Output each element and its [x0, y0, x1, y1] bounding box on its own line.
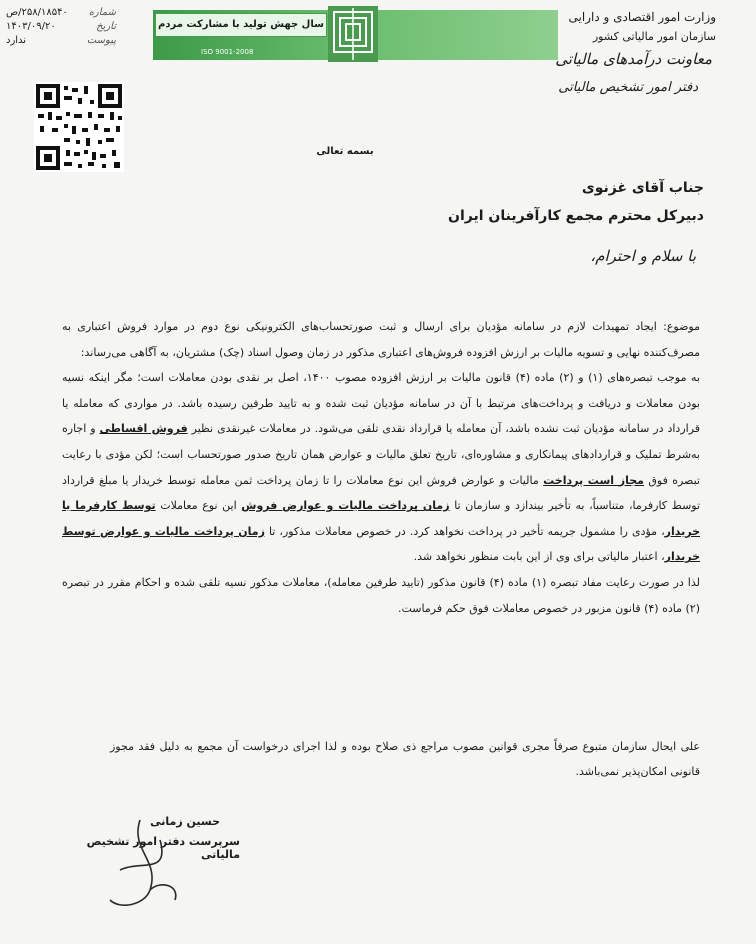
meta-date-value: ۱۴۰۳/۰۹/۲۰ [6, 21, 56, 32]
subject-paragraph: موضوع: ایجاد تمهیدات لازم در سامانه مؤدیان برای ارسال و ثبت صورتحساب‌های الکترونیکی نوع دوم در موارد فروش اعتباری به مصرف‌کننده نهایی و تسویه مالیات بر ارزش افزوده فروش‌های اعتباری مذکور در زمان وصول اسناد (چک) مشتریان، به آگاهی می‌رساند: [62, 320, 700, 359]
organization-name: سازمان امور مالیاتی کشور [592, 30, 716, 43]
body-text-segment: این نوع معاملات [160, 499, 237, 513]
signatory-title: سرپرست دفتر امور تشخیص مالیاتی [86, 835, 240, 861]
signatory-name: حسین زمانی [150, 815, 220, 828]
letter-meta [6, 6, 116, 48]
handwritten-signature [100, 800, 240, 920]
meta-date-label: تاریخ [96, 21, 116, 32]
underlined-phrase: توسط کارفرما یا خریدار [62, 499, 700, 538]
meta-number-row [6, 6, 116, 20]
deputy-handwritten: معاونت درآمدهای مالیاتی [555, 50, 712, 68]
meta-attachment-value: ندارد [6, 35, 27, 46]
body-text-segment: ، اعتبار مالیاتی برای وی از این بابت منظور نخواهد شد. [413, 550, 665, 564]
header-slogan: سال جهش تولید با مشارکت مردم [155, 13, 327, 37]
meta-attachment-label: پیوست [86, 35, 116, 46]
underlined-phrase: فروش اقساطی [99, 422, 188, 436]
recipient-title: دبیرکل محترم مجمع کارآفرینان ایران [448, 208, 704, 224]
meta-number-value: ۲۵۸/۱۸۵۴۰/ص [6, 7, 68, 18]
body-text-segment: ، مؤدی را مشمول جریمه تأخیر در پرداخت نخواهد کرد. در خصوص معاملات مذکور، تا [268, 524, 665, 538]
header-iso: ISO 9001-2008 [201, 48, 254, 56]
meta-attachment-row [6, 34, 116, 48]
ministry-name: وزارت امور اقتصادی و دارایی [568, 10, 716, 24]
qr-code-icon [34, 82, 124, 172]
underlined-phrase: زمان پرداخت مالیات و عوارض توسط خریدار [62, 524, 700, 564]
underlined-phrase: مجاز است پرداخت [543, 473, 644, 487]
recipient-name: جناب آقای غزنوی [581, 180, 704, 196]
meta-number-label: شماره [88, 7, 116, 18]
bismillah: بسمه تعالی [316, 146, 374, 157]
underlined-phrase: زمان پرداخت مالیات و عوارض فروش [241, 499, 450, 513]
greeting: با سلام و احترام، [590, 247, 696, 265]
body-text-segment: به موجب تبصره‌های (۱) و (۲) ماده (۴) قانون مالیات بر ارزش افزوده مصوب ۱۴۰۰، اصل بر نقدی بودن معاملات است؛ مگر اینکه نسیه بودن معاملات و دریافت و پرداخت‌های مرتبط با آن در سامانه مؤدیان ثبت شده و به تایید طرفین رسیده باشد. در مواردی که معامله یا قرارداد در سامانه مؤدیان ثبت نشده باشد، آن معامله یا قرارداد نقدی تلقی می‌شود. در معاملات غیرنقدی نظیر [62, 371, 701, 436]
office-handwritten: دفتر امور تشخیص مالیاتی [558, 80, 698, 95]
body-text-segment: مالیات و عوارض فروش این نوع معاملات را تا زمان پرداخت ثمن معامله توسط خریدار یا مبلغ قرارداد توسط کارفرما، متناسباً، به تأخیر بیندازد و سازمان تا [62, 473, 701, 513]
closing-paragraph: علی ایحال سازمان متبوع صرفاً مجری قوانین مصوب مراجع ذی صلاح بوده و لذا اجرای درخواست آن مجمع به دلیل فقد مجوز قانونی امکان‌پذیر نمی‌باشد. [110, 740, 700, 778]
second-paragraph: لذا در صورت رعایت مفاد تبصره (۱) ماده (۴) قانون مذکور (تایید طرفین معامله)، معاملات مذکور نسیه تلقی شده و احکام مقرر در تبصره (۲) ماده (۴) قانون مزبور در خصوص معاملات فوق حکم فرماست. [62, 575, 700, 615]
organization-emblem-icon [328, 6, 378, 62]
body-text-segment: و اجاره به‌شرط تملیک و قراردادهای پیمانکاری و مشاوره‌ای، تاریخ تعلق مالیات و عوارض همان تاریخ صدور صورتحساب است؛ لکن مؤدی با رعایت تبصره فوق [62, 422, 700, 487]
main-paragraph [62, 365, 700, 570]
meta-date-row [6, 20, 116, 34]
letter-body [62, 314, 700, 621]
